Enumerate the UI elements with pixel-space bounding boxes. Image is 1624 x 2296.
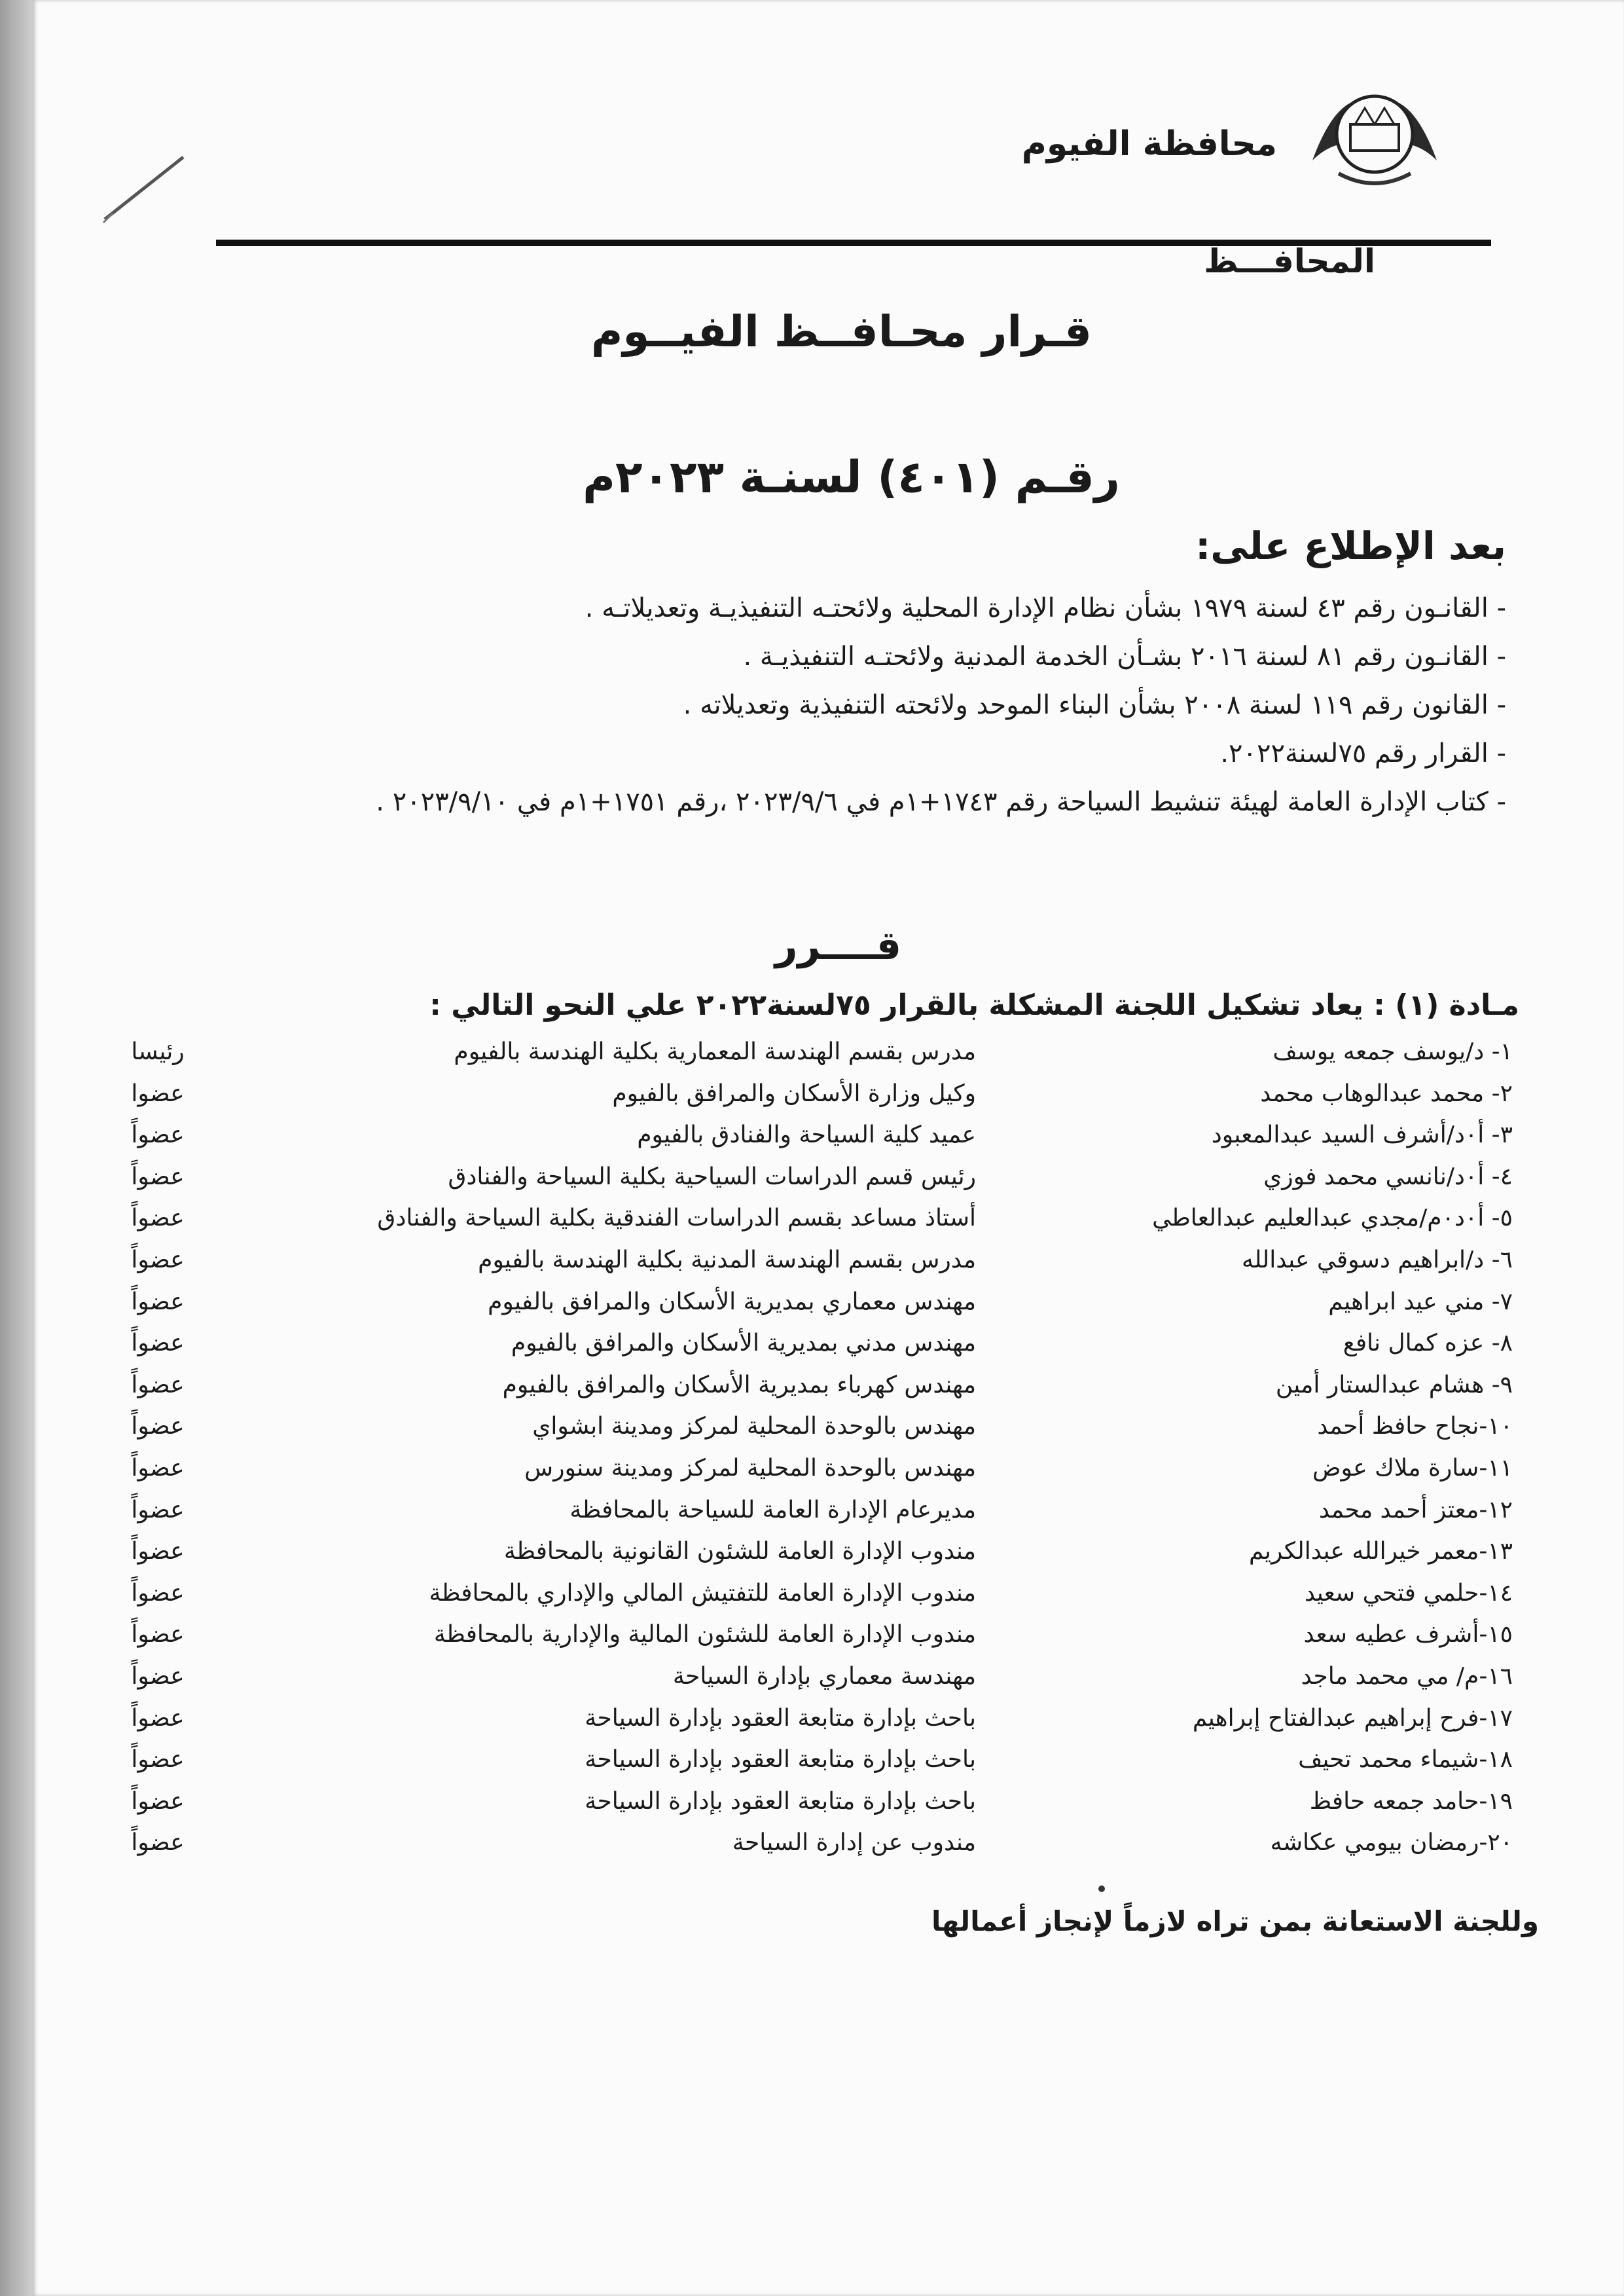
member-name: ١٥-أشرف عطيه سعد (1303, 1621, 1513, 1649)
staple-mark (98, 151, 190, 229)
member-name: ١١-سارة ملاك عوض (1312, 1454, 1513, 1482)
preamble-heading: بعد الإطلاع على: (1195, 524, 1506, 568)
member-name: ٩- هشام عبدالستار أمين (1275, 1371, 1513, 1398)
reference-item: - القرار رقم ٧٥لسنة٢٠٢٢. (1220, 738, 1506, 769)
member-status: عضواً (131, 1205, 185, 1232)
member-name: ٤- أ٠د/نانسي محمد فوزي (1263, 1163, 1513, 1190)
member-role: مدرس بقسم الهندسة المعمارية بكلية الهندسة بالفيوم (454, 1038, 976, 1065)
member-name: ١٠-نجاح حافظ أحمد (1317, 1413, 1513, 1440)
member-role: مهندس مدني بمديرية الأسكان والمرافق بالفيوم (511, 1330, 976, 1357)
member-status: عضواً (131, 1163, 185, 1190)
member-name: ٣- أ٠د/أشرف السيد عبدالمعبود (1211, 1121, 1513, 1149)
member-name: ١٩-حامد جمعه حافظ (1309, 1787, 1513, 1815)
member-status: عضواً (131, 1538, 185, 1565)
member-role: مهندس بالوحدة المحلية لمركز ومدينة ابشواي (532, 1413, 976, 1440)
table-row (105, 1322, 1513, 1364)
table-row (105, 1489, 1513, 1531)
member-name: ٥- أ٠د٠م/مجدي عبدالعليم عبدالعاطي (1152, 1205, 1513, 1232)
reference-item: - القانـون رقم ٤٣ لسنة ١٩٧٩ بشأن نظام الإدارة المحلية ولائحتـه التنفيذيـة وتعديلاتـه . (585, 593, 1506, 623)
table-row (105, 1822, 1513, 1864)
table-row (105, 1573, 1513, 1614)
table-row (105, 1739, 1513, 1781)
member-status: عضواً (131, 1829, 185, 1857)
table-row (105, 1031, 1513, 1073)
table-row (105, 1406, 1513, 1448)
table-row (105, 1448, 1513, 1489)
member-status: عضواً (131, 1246, 185, 1273)
table-row (105, 1781, 1513, 1823)
member-role: مديرعام الإدارة العامة للسياحة بالمحافظة (569, 1496, 976, 1523)
member-status: عضواً (131, 1413, 185, 1440)
member-status: عضواً (131, 1330, 185, 1357)
member-status: عضواً (131, 1121, 185, 1149)
member-status: عضواً (131, 1579, 185, 1607)
table-row (105, 1531, 1513, 1573)
decision-number: رقـم (٤٠١) لسنـة ٢٠٢٣م (583, 452, 1120, 503)
table-row (105, 1281, 1513, 1323)
member-role: باحث بإدارة متابعة العقود بإدارة السياحة (585, 1704, 976, 1732)
member-status: عضواً (131, 1371, 185, 1398)
decision-title: قـرار محـافــظ الفيــوم (591, 306, 1092, 357)
table-row (105, 1073, 1513, 1115)
member-status: عضوا (131, 1080, 185, 1107)
member-name: ١٣-معمر خيرالله عبدالكريم (1249, 1538, 1513, 1565)
member-status: عضواً (131, 1746, 185, 1774)
member-status: عضواً (131, 1288, 185, 1315)
member-role: وكيل وزارة الأسكان والمرافق بالفيوم (612, 1080, 976, 1107)
member-name: ١٨-شيماء محمد تحيف (1298, 1746, 1513, 1774)
member-role: مندوب الإدارة العامة للشئون المالية والإدارية بالمحافظة (433, 1621, 976, 1649)
member-name: ٢- محمد عبدالوهاب محمد (1260, 1080, 1513, 1107)
table-row (105, 1156, 1513, 1198)
member-role: مندوب عن إدارة السياحة (732, 1829, 976, 1857)
member-name: ٢٠-رمضان بيومي عكاشه (1270, 1829, 1513, 1857)
member-name: ١٦-م/ مي محمد ماجد (1301, 1662, 1513, 1690)
member-name: ١- د/يوسف جمعه يوسف (1272, 1038, 1513, 1065)
member-role: مدرس بقسم الهندسة المدنية بكلية الهندسة بالفيوم (478, 1246, 976, 1273)
member-role: مهندس بالوحدة المحلية لمركز ومدينة سنورس (524, 1454, 976, 1482)
references-list (132, 584, 1506, 826)
governorate-name: محافظة الفيوم (1021, 124, 1277, 164)
closing-clause: وللجنة الاستعانة بمن تراه لازماً لإنجاز أعمالها (931, 1905, 1539, 1937)
member-status: عضواً (131, 1454, 185, 1482)
member-role: باحث بإدارة متابعة العقود بإدارة السياحة (585, 1746, 976, 1774)
governorate-seal-icon (1299, 62, 1450, 200)
member-role: مندوب الإدارة العامة للتفتيش المالي والإداري بالمحافظة (429, 1579, 976, 1607)
office-label: المحافـــظ (1204, 242, 1375, 280)
table-row (105, 1614, 1513, 1656)
member-name: ٨- عزه كمال نافع (1343, 1330, 1513, 1357)
member-status: عضواً (131, 1787, 185, 1815)
member-status: عضواً (131, 1621, 185, 1649)
member-role: عميد كلية السياحة والفنادق بالفيوم (637, 1121, 976, 1149)
member-role: مندوب الإدارة العامة للشئون القانونية بالمحافظة (503, 1538, 976, 1565)
member-status: رئيسا (131, 1038, 185, 1065)
member-role: أستاذ مساعد بقسم الدراسات الفندقية بكلية السياحة والفنادق (377, 1205, 976, 1232)
table-row (105, 1114, 1513, 1156)
reference-item: - القانون رقم ١١٩ لسنة ٢٠٠٨ بشأن البناء الموحد ولائحته التنفيذية وتعديلاته . (683, 690, 1506, 720)
member-role: مهندسة معماري بإدارة السياحة (672, 1662, 976, 1690)
member-name: ١٧-فرح إبراهيم عبدالفتاح إبراهيم (1192, 1704, 1513, 1732)
member-name: ١٢-معتز أحمد محمد (1318, 1496, 1513, 1523)
table-row (105, 1239, 1513, 1281)
member-role: مهندس كهرباء بمديرية الأسكان والمرافق بالفيوم (502, 1371, 976, 1398)
reference-item: - كتاب الإدارة العامة لهيئة تنشيط السياحة رقم ١٧٤٣+١م في ٢٠٢٣/٩/٦ ،رقم ١٧٥١+١م في ٢٠٢٣/٩/١٠ . (376, 787, 1506, 817)
member-name: ٧- مني عيد ابراهيم (1328, 1288, 1513, 1315)
ink-speck (1098, 1886, 1105, 1892)
member-status: عضواً (131, 1662, 185, 1690)
committee-members-table (105, 1031, 1513, 1864)
member-role: باحث بإدارة متابعة العقود بإدارة السياحة (585, 1787, 976, 1815)
member-status: عضواً (131, 1704, 185, 1732)
article-1: مـادة (١) : يعاد تشكيل اللجنة المشكلة بالقرار ٧٥لسنة٢٠٢٢ علي النحو التالي : (429, 989, 1519, 1022)
table-row (105, 1364, 1513, 1406)
table-row (105, 1698, 1513, 1740)
member-role: رئيس قسم الدراسات السياحية بكلية السياحة والفنادق (448, 1163, 976, 1190)
reference-item: - القانـون رقم ٨١ لسنة ٢٠١٦ بشـأن الخدمة المدنية ولائحتـه التنفيذيـة . (743, 642, 1506, 672)
member-name: ١٤-حلمي فتحي سعيد (1304, 1579, 1513, 1607)
table-row (105, 1197, 1513, 1239)
table-row (105, 1656, 1513, 1698)
decided-heading: قــــرر (774, 923, 902, 969)
member-status: عضواً (131, 1496, 185, 1523)
member-name: ٦- د/ابراهيم دسوقي عبدالله (1242, 1246, 1513, 1273)
member-role: مهندس معماري بمديرية الأسكان والمرافق بالفيوم (488, 1288, 976, 1315)
